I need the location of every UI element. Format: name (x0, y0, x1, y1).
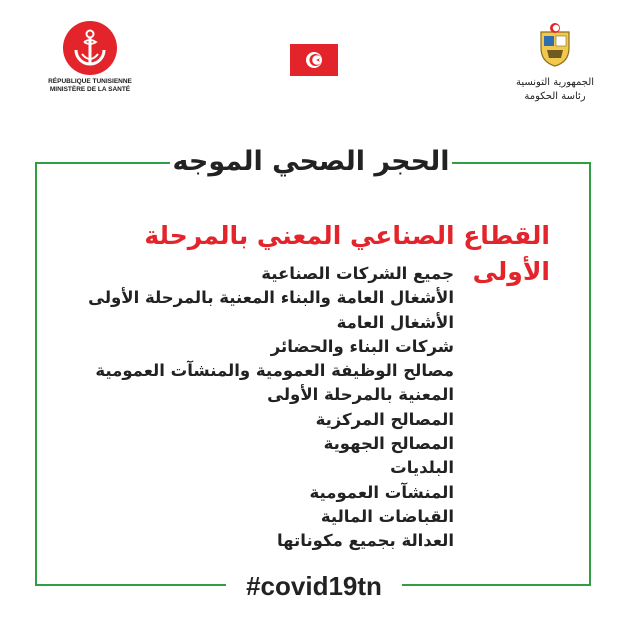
list-item: شركات البناء والحضائر (270, 336, 454, 356)
ministry-line-2: MINISTÈRE DE LA SANTÉ (49, 86, 131, 93)
list-item: المصالح المركزية (315, 409, 454, 429)
list-item: العدالة بجميع مكوناتها (276, 531, 454, 551)
list-item: الأشغال العامة والبناء المعنية بالمرحلة الأولى (88, 288, 454, 308)
hashtag-container (226, 566, 402, 606)
tunisia-flag-icon (290, 44, 338, 76)
hashtag: #covid19tn (246, 571, 382, 601)
government-line-2: رئاسة الحكومة (524, 91, 586, 102)
list-item: المصالح الجهوية (323, 434, 454, 454)
sector-list (60, 262, 454, 554)
list-item: جميع الشركات الصناعية (261, 264, 454, 283)
main-title: الحجر الصحي الموجه (172, 146, 450, 177)
government-logo (505, 22, 605, 122)
list-item: الأشغال العامة (336, 312, 454, 332)
list-item: القباضات المالية (320, 506, 454, 526)
ministry-line-1: RÉPUBLIQUE TUNISIENNE (48, 78, 132, 85)
ministry-health-emblem-icon (62, 20, 118, 76)
government-line-1: الجمهورية التونسية (515, 77, 595, 88)
tunisia-flag (290, 44, 338, 76)
list-item: المنشآت العمومية (309, 482, 454, 502)
list-item: المعنية بالمرحلة الأولى (267, 385, 454, 405)
sector-title: القطاع الصناعي المعني بالمرحلة الأولى (144, 221, 550, 286)
ministry-logo (40, 20, 140, 120)
list-item: البلديات (390, 458, 454, 478)
tunisia-coat-of-arms-icon (535, 22, 575, 68)
list-item: مصالح الوظيفة العمومية والمنشآت العمومية (95, 361, 454, 381)
main-title-container (170, 142, 452, 182)
header (0, 0, 628, 130)
